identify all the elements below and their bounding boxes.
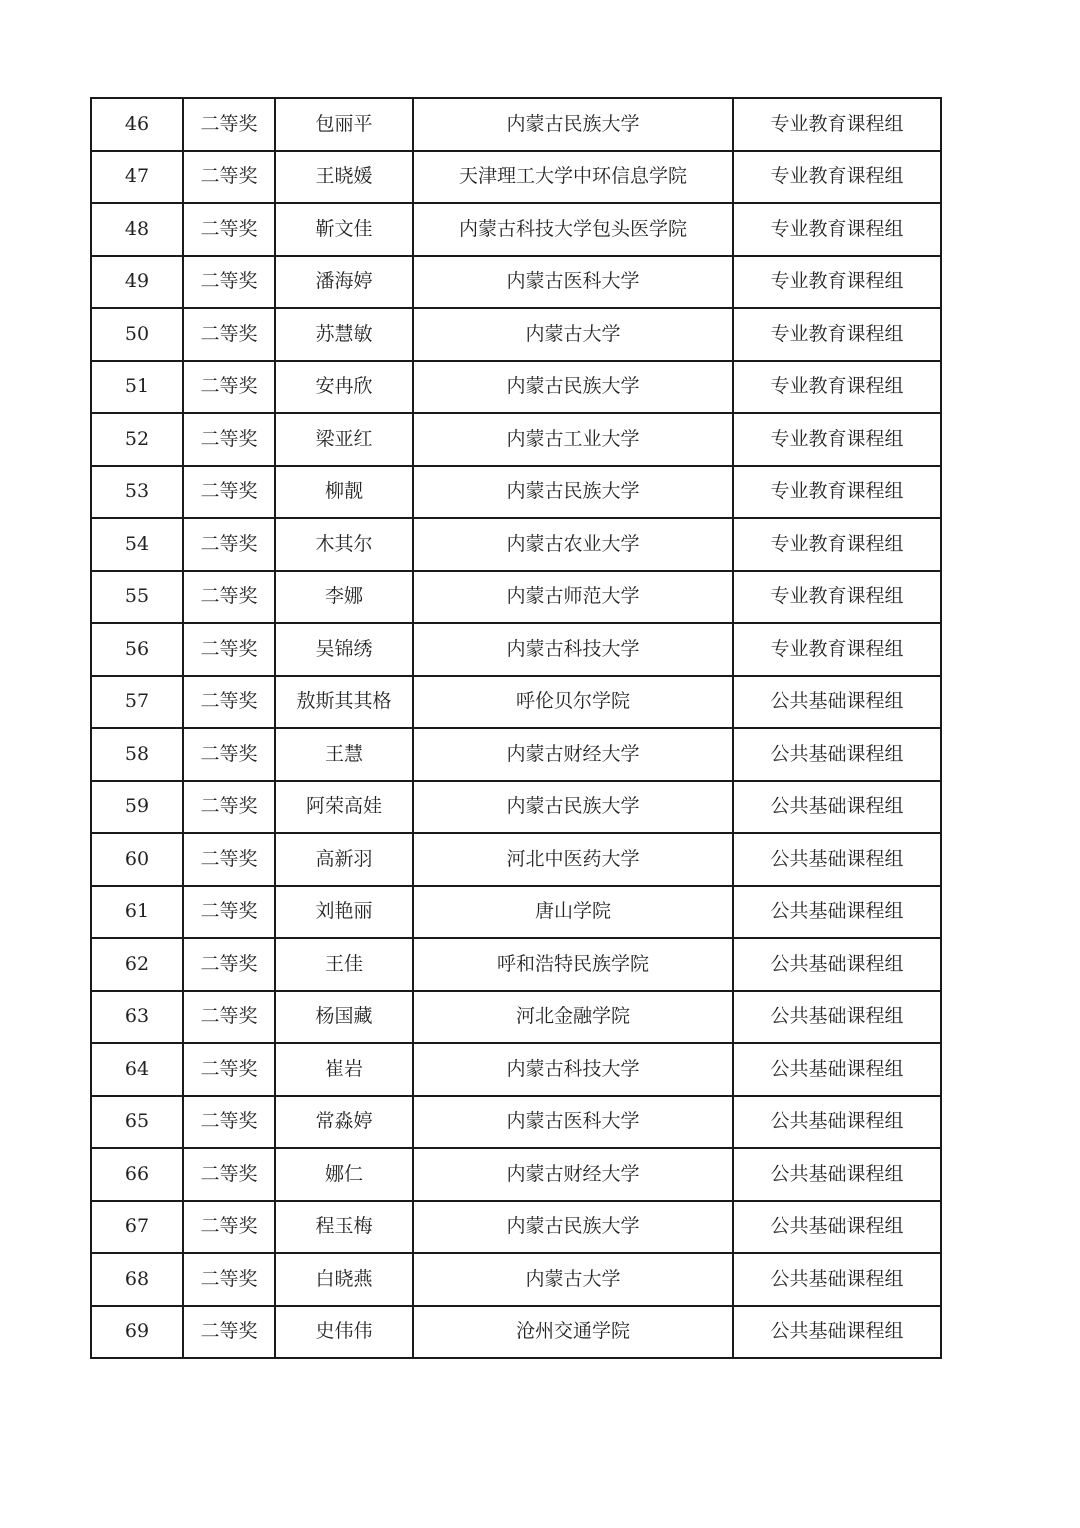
school-cell: 天津理工大学中环信息学院 [413,151,733,204]
school-cell: 内蒙古大学 [413,1253,733,1306]
winner-name-cell: 杨国藏 [275,991,413,1044]
winner-name-cell: 靳文佳 [275,203,413,256]
award-level-cell: 二等奖 [183,308,275,361]
table-row [91,886,941,939]
row-number-cell: 57 [91,676,183,729]
course-group-cell: 公共基础课程组 [733,1253,941,1306]
table-row [91,1148,941,1201]
award-level-cell: 二等奖 [183,203,275,256]
award-level-cell: 二等奖 [183,466,275,519]
table-row [91,833,941,886]
school-cell: 内蒙古财经大学 [413,728,733,781]
winner-name-cell: 王慧 [275,728,413,781]
school-cell: 内蒙古民族大学 [413,466,733,519]
winner-name-cell: 木其尔 [275,518,413,571]
row-number-cell: 66 [91,1148,183,1201]
winner-name-cell: 王晓媛 [275,151,413,204]
course-group-cell: 专业教育课程组 [733,98,941,151]
award-level-cell: 二等奖 [183,1253,275,1306]
school-cell: 内蒙古民族大学 [413,781,733,834]
row-number-cell: 58 [91,728,183,781]
winner-name-cell: 敖斯其其格 [275,676,413,729]
course-group-cell: 专业教育课程组 [733,466,941,519]
row-number-cell: 53 [91,466,183,519]
course-group-cell: 公共基础课程组 [733,1043,941,1096]
course-group-cell: 专业教育课程组 [733,413,941,466]
table-row [91,361,941,414]
row-number-cell: 51 [91,361,183,414]
winner-name-cell: 崔岩 [275,1043,413,1096]
table-row [91,1096,941,1149]
table-row [91,938,941,991]
winner-name-cell: 娜仁 [275,1148,413,1201]
table-row [91,413,941,466]
row-number-cell: 61 [91,886,183,939]
course-group-cell: 公共基础课程组 [733,938,941,991]
award-level-cell: 二等奖 [183,151,275,204]
award-level-cell: 二等奖 [183,571,275,624]
table-row [91,728,941,781]
course-group-cell: 专业教育课程组 [733,361,941,414]
award-level-cell: 二等奖 [183,518,275,571]
school-cell: 内蒙古民族大学 [413,1201,733,1254]
table-row [91,203,941,256]
award-level-cell: 二等奖 [183,256,275,309]
winner-name-cell: 潘海婷 [275,256,413,309]
winner-name-cell: 安冉欣 [275,361,413,414]
school-cell: 内蒙古财经大学 [413,1148,733,1201]
winner-name-cell: 吴锦绣 [275,623,413,676]
award-level-cell: 二等奖 [183,886,275,939]
table-row [91,98,941,151]
school-cell: 内蒙古科技大学 [413,623,733,676]
course-group-cell: 专业教育课程组 [733,518,941,571]
course-group-cell: 专业教育课程组 [733,151,941,204]
course-group-cell: 公共基础课程组 [733,1201,941,1254]
table-row [91,518,941,571]
course-group-cell: 公共基础课程组 [733,676,941,729]
course-group-cell: 专业教育课程组 [733,623,941,676]
school-cell: 内蒙古科技大学包头医学院 [413,203,733,256]
course-group-cell: 专业教育课程组 [733,203,941,256]
course-group-cell: 公共基础课程组 [733,1148,941,1201]
school-cell: 呼和浩特民族学院 [413,938,733,991]
school-cell: 河北金融学院 [413,991,733,1044]
award-level-cell: 二等奖 [183,1201,275,1254]
table-row [91,571,941,624]
award-level-cell: 二等奖 [183,98,275,151]
table-row [91,781,941,834]
course-group-cell: 专业教育课程组 [733,571,941,624]
school-cell: 内蒙古医科大学 [413,1096,733,1149]
school-cell: 呼伦贝尔学院 [413,676,733,729]
school-cell: 内蒙古工业大学 [413,413,733,466]
winner-name-cell: 李娜 [275,571,413,624]
award-level-cell: 二等奖 [183,676,275,729]
course-group-cell: 公共基础课程组 [733,1096,941,1149]
row-number-cell: 48 [91,203,183,256]
school-cell: 内蒙古科技大学 [413,1043,733,1096]
row-number-cell: 49 [91,256,183,309]
award-level-cell: 二等奖 [183,833,275,886]
row-number-cell: 55 [91,571,183,624]
table-row [91,151,941,204]
row-number-cell: 56 [91,623,183,676]
award-level-cell: 二等奖 [183,938,275,991]
row-number-cell: 46 [91,98,183,151]
course-group-cell: 专业教育课程组 [733,308,941,361]
table-row [91,308,941,361]
row-number-cell: 65 [91,1096,183,1149]
row-number-cell: 69 [91,1306,183,1359]
course-group-cell: 公共基础课程组 [733,781,941,834]
table-row [91,1201,941,1254]
winner-name-cell: 苏慧敏 [275,308,413,361]
table-row [91,1253,941,1306]
course-group-cell: 公共基础课程组 [733,1306,941,1359]
winner-name-cell: 王佳 [275,938,413,991]
winner-name-cell: 程玉梅 [275,1201,413,1254]
row-number-cell: 68 [91,1253,183,1306]
table-row [91,466,941,519]
award-level-cell: 二等奖 [183,1096,275,1149]
winner-name-cell: 白晓燕 [275,1253,413,1306]
row-number-cell: 54 [91,518,183,571]
course-group-cell: 公共基础课程组 [733,886,941,939]
award-level-cell: 二等奖 [183,413,275,466]
award-level-cell: 二等奖 [183,361,275,414]
row-number-cell: 62 [91,938,183,991]
award-level-cell: 二等奖 [183,1306,275,1359]
row-number-cell: 47 [91,151,183,204]
school-cell: 内蒙古大学 [413,308,733,361]
award-level-cell: 二等奖 [183,1043,275,1096]
row-number-cell: 52 [91,413,183,466]
school-cell: 内蒙古医科大学 [413,256,733,309]
winner-name-cell: 高新羽 [275,833,413,886]
row-number-cell: 60 [91,833,183,886]
school-cell: 内蒙古农业大学 [413,518,733,571]
course-group-cell: 公共基础课程组 [733,991,941,1044]
row-number-cell: 63 [91,991,183,1044]
award-table [90,97,942,1359]
row-number-cell: 50 [91,308,183,361]
award-level-cell: 二等奖 [183,728,275,781]
school-cell: 河北中医药大学 [413,833,733,886]
school-cell: 唐山学院 [413,886,733,939]
table-row [91,1306,941,1359]
award-level-cell: 二等奖 [183,1148,275,1201]
table-row [91,256,941,309]
winner-name-cell: 柳靓 [275,466,413,519]
table-row [91,676,941,729]
school-cell: 内蒙古师范大学 [413,571,733,624]
table-row [91,623,941,676]
table-row [91,1043,941,1096]
winner-name-cell: 梁亚红 [275,413,413,466]
winner-name-cell: 刘艳丽 [275,886,413,939]
winner-name-cell: 史伟伟 [275,1306,413,1359]
school-cell: 内蒙古民族大学 [413,98,733,151]
row-number-cell: 59 [91,781,183,834]
table-row [91,991,941,1044]
award-level-cell: 二等奖 [183,623,275,676]
award-table-body [91,98,941,1358]
row-number-cell: 67 [91,1201,183,1254]
row-number-cell: 64 [91,1043,183,1096]
winner-name-cell: 阿荣高娃 [275,781,413,834]
course-group-cell: 公共基础课程组 [733,728,941,781]
course-group-cell: 公共基础课程组 [733,833,941,886]
school-cell: 沧州交通学院 [413,1306,733,1359]
award-level-cell: 二等奖 [183,781,275,834]
school-cell: 内蒙古民族大学 [413,361,733,414]
award-level-cell: 二等奖 [183,991,275,1044]
course-group-cell: 专业教育课程组 [733,256,941,309]
winner-name-cell: 常淼婷 [275,1096,413,1149]
winner-name-cell: 包丽平 [275,98,413,151]
